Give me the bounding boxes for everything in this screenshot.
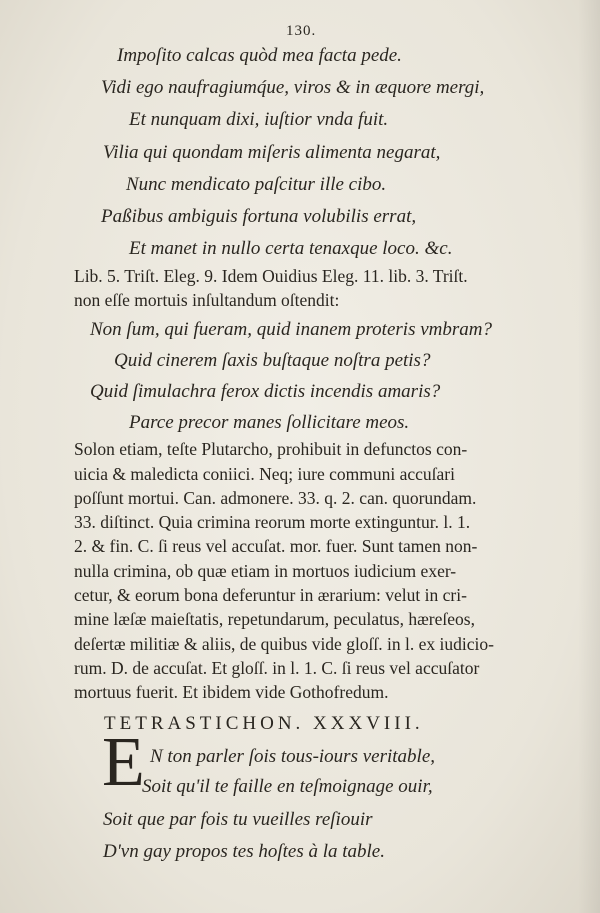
prose-line: deſertæ militiæ & aliis, de quibus vide gloſſ. in l. ex iudicio-	[74, 634, 494, 654]
verse-line: Non ſum, qui fueram, quid inanem proteris vmbram?	[90, 319, 492, 340]
verse-line: Quid cinerem ſaxis buſtaque noſtra petis?	[114, 350, 431, 371]
verse-line: Soit que par fois tu vueilles reſiouir	[103, 809, 373, 830]
verse-line: Nunc mendicato paſcitur ille cibo.	[126, 174, 387, 195]
verse-line: D'vn gay propos tes hoſtes à la table.	[103, 841, 385, 862]
verse-line: Vidi ego naufragiumq́ue, viros & in æquore mergi,	[101, 77, 485, 98]
section-heading: TETRASTICHON. XXXVIII.	[104, 713, 424, 734]
prose-line: poſſunt mortui. Can. admonere. 33. q. 2. can. quorundam.	[74, 488, 477, 508]
verse-line: Soit qu'il te faille en teſmoignage ouir,	[142, 776, 433, 797]
verse-line: Paßibus ambiguis fortuna volubilis errat,	[101, 206, 417, 227]
prose-line: 33. diſtinct. Quia crimina reorum morte extinguntur. l. 1.	[74, 512, 471, 532]
drop-cap: E	[102, 724, 145, 801]
verse-line: Et nunquam dixi, iuſtior vnda fuit.	[129, 109, 389, 130]
page-gutter-shadow	[578, 0, 600, 913]
verse-line: Et manet in nullo certa tenaxque loco. &c.	[129, 238, 453, 259]
prose-line: uicia & maledicta coniici. Neq; iure communi accuſari	[74, 464, 455, 484]
prose-line: nulla crimina, ob quæ etiam in mortuos iudicium exer-	[74, 561, 457, 581]
prose-line: 2. & fin. C. ſi reus vel accuſat. mor. fuer. Sunt tamen non-	[74, 536, 478, 556]
verse-line: Parce precor manes ſollicitare meos.	[129, 412, 410, 433]
prose-line: Lib. 5. Triſt. Eleg. 9. Idem Ouidius Eleg. 11. lib. 3. Triſt.	[74, 266, 468, 286]
prose-line: rum. D. de accuſat. Et gloſſ. in l. 1. C. ſi reus vel accuſator	[74, 658, 480, 678]
prose-line: mine læſæ maieſtatis, repetundarum, peculatus, hæreſeos,	[74, 609, 475, 629]
prose-line: mortuus fuerit. Et ibidem vide Gothofredum.	[74, 682, 389, 702]
verse-line: Quid ſimulachra ferox dictis incendis amaris?	[90, 381, 441, 402]
page-number: 130.	[286, 23, 317, 39]
verse-line: Vilia qui quondam miſeris alimenta negarat,	[103, 142, 441, 163]
prose-line: non eſſe mortuis inſultandum oſtendit:	[74, 290, 340, 310]
prose-line: Solon etiam, teſte Plutarcho, prohibuit in defunctos con-	[74, 439, 468, 459]
verse-line: Impoſito calcas quòd mea facta pede.	[117, 45, 402, 66]
verse-line: N ton parler ſois tous-iours veritable,	[150, 746, 435, 767]
prose-line: cetur, & eorum bona deferuntur in ærarium: velut in cri-	[74, 585, 467, 605]
